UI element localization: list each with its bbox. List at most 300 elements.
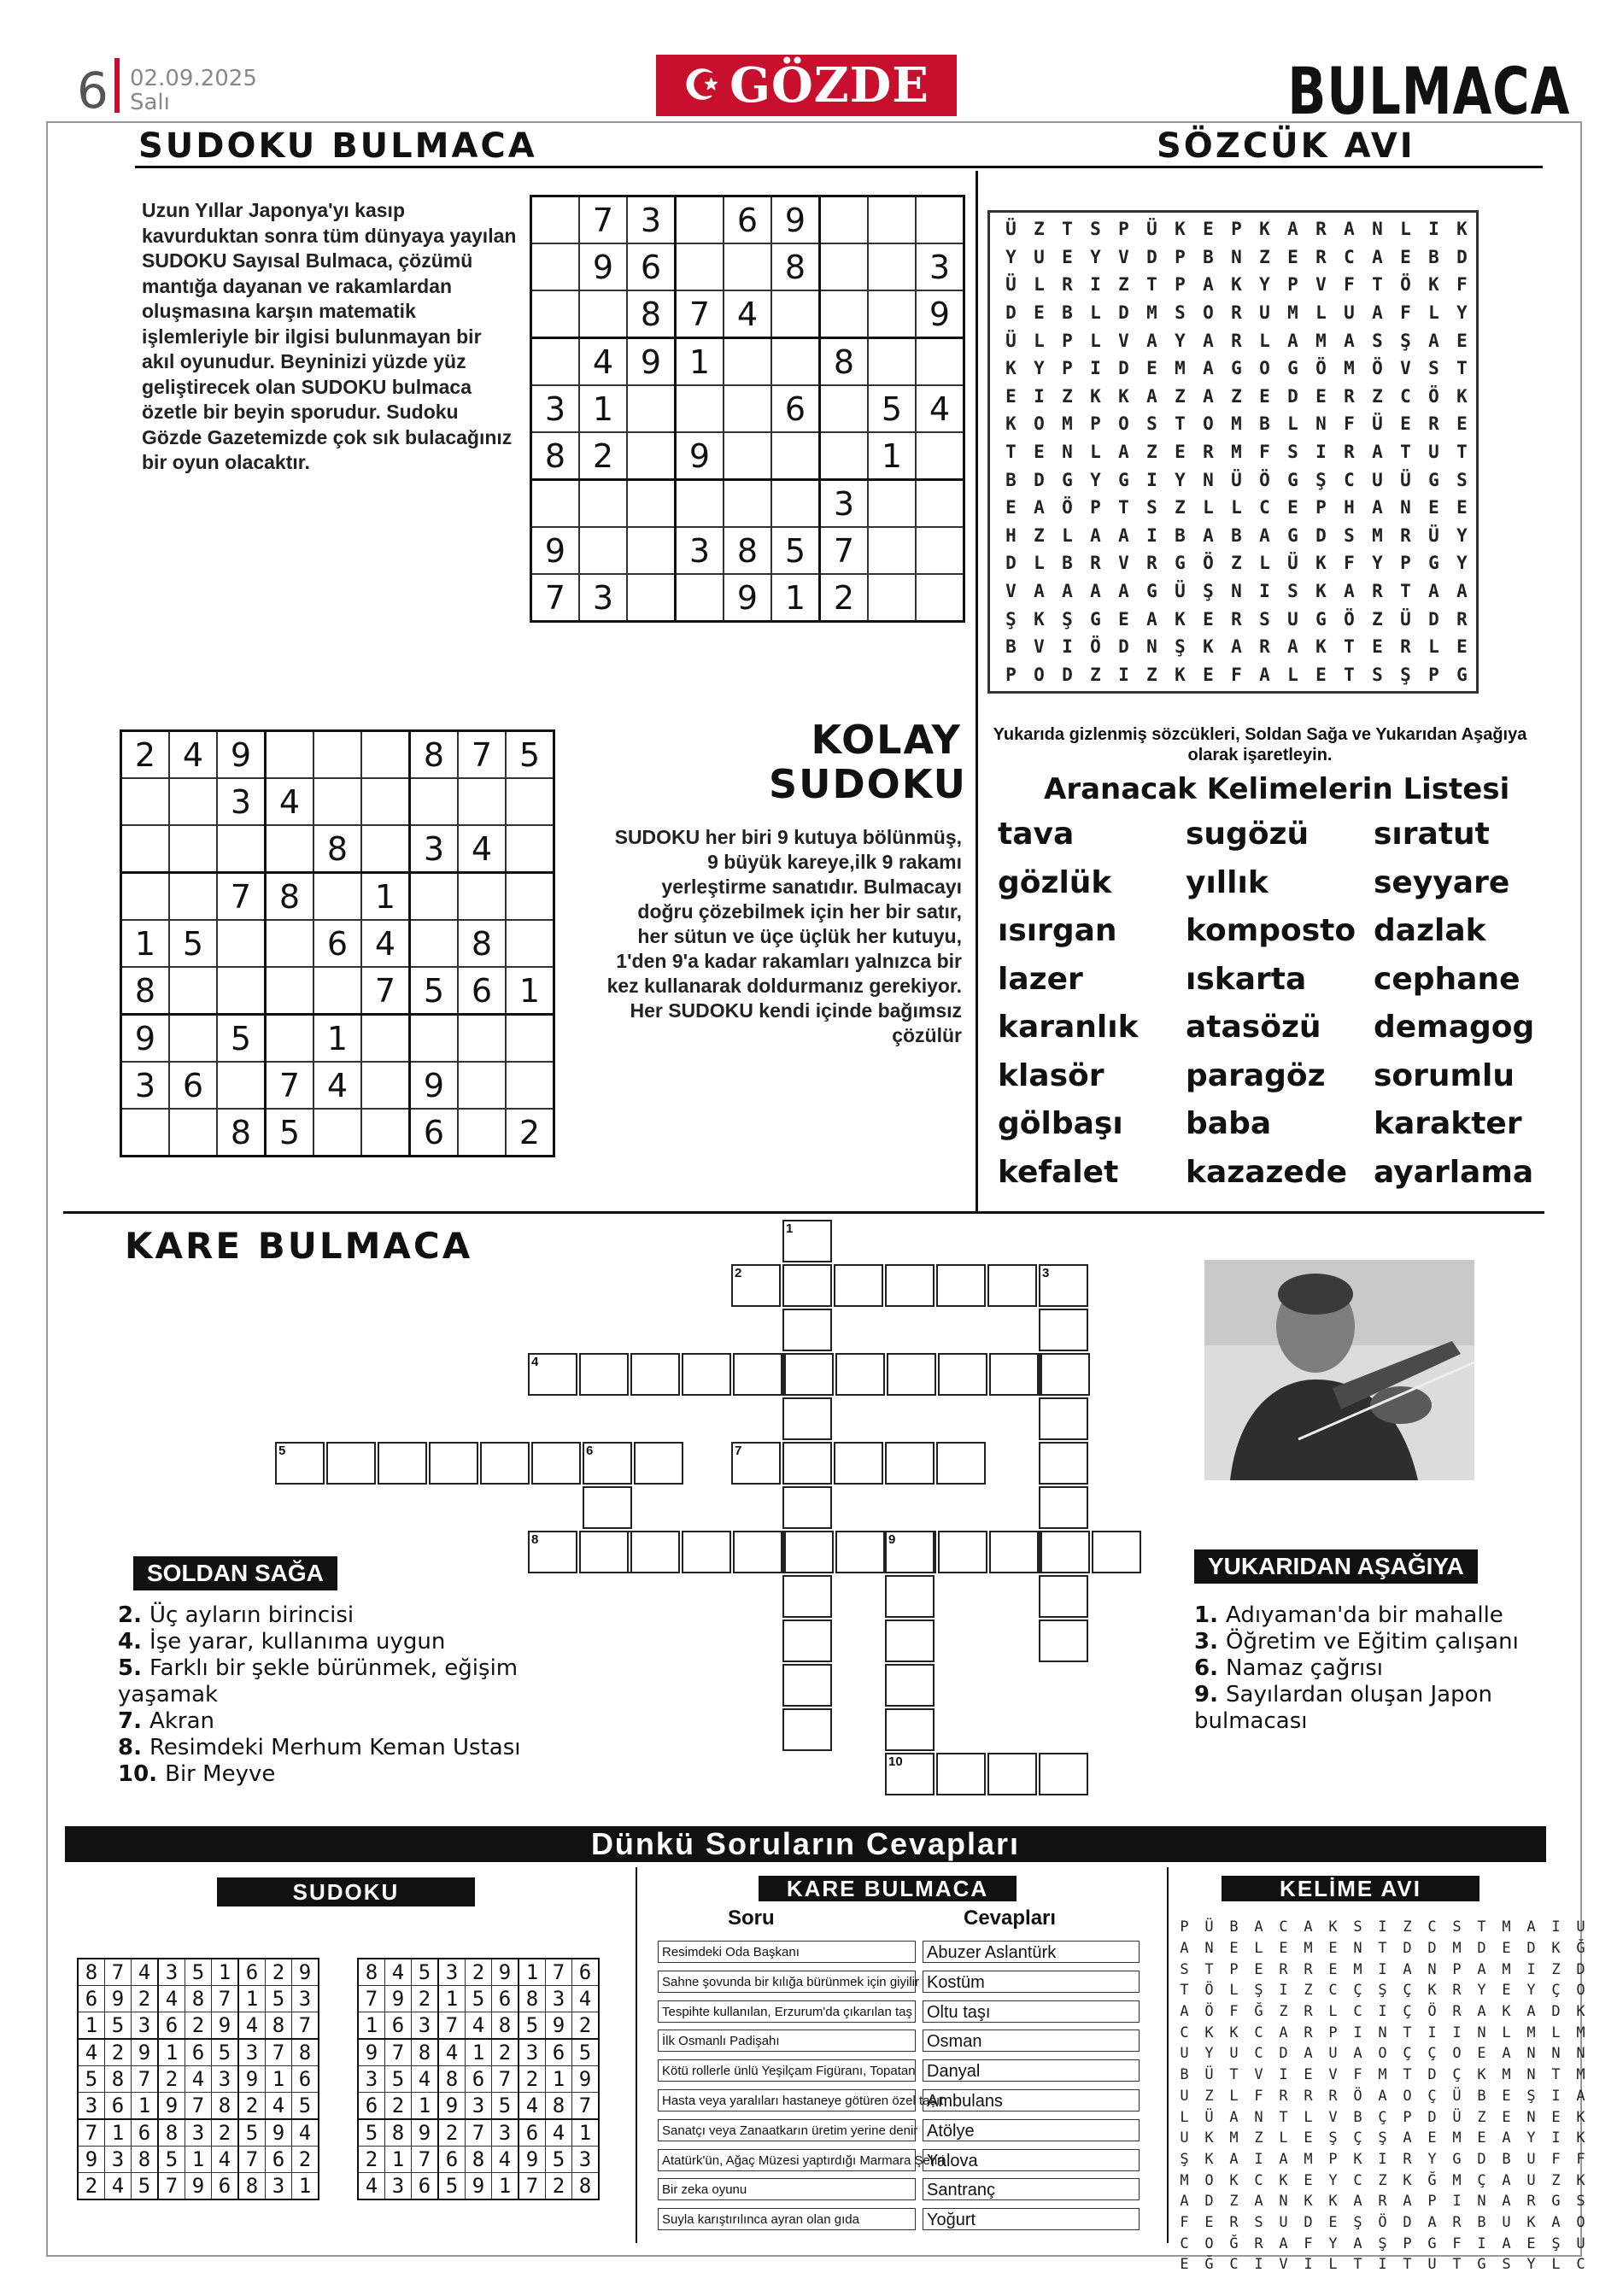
letter-cell[interactable]: Y (1175, 469, 1186, 490)
letter-cell[interactable]: Y (1034, 358, 1045, 379)
letter-cell[interactable]: F (1344, 274, 1355, 296)
sudoku-cell[interactable]: 3 (579, 574, 627, 622)
letter-cell[interactable]: K (1315, 553, 1327, 574)
letter-cell[interactable]: Ü (1400, 469, 1411, 490)
letter-cell[interactable]: T (1118, 497, 1129, 518)
letter-cell[interactable]: A (1118, 581, 1129, 602)
letter-cell[interactable]: N (1231, 581, 1242, 602)
sudoku-cell[interactable]: 9 (579, 243, 627, 290)
letter-cell[interactable]: F (1456, 274, 1468, 296)
sudoku-cell[interactable]: 4 (313, 1062, 361, 1109)
letter-cell[interactable]: E (1400, 413, 1411, 435)
sudoku-cell[interactable]: 8 (266, 873, 314, 921)
crossword-cell[interactable] (682, 1531, 731, 1573)
letter-cell[interactable]: L (1203, 497, 1214, 518)
sudoku-cell[interactable]: 4 (266, 778, 314, 825)
letter-cell[interactable]: L (1400, 219, 1411, 240)
letter-cell[interactable]: R (1315, 219, 1327, 240)
letter-cell[interactable]: R (1203, 442, 1214, 463)
letter-cell[interactable]: Ü (1287, 553, 1298, 574)
letter-cell[interactable]: E (1203, 608, 1214, 630)
letter-cell[interactable]: Ö (1400, 274, 1411, 296)
letter-cell[interactable]: P (1062, 330, 1073, 351)
letter-cell[interactable]: L (1231, 497, 1242, 518)
sudoku-cell[interactable] (169, 873, 217, 921)
sudoku-cell[interactable] (531, 480, 580, 528)
letter-cell[interactable]: Ü (1428, 524, 1439, 546)
crossword-cell[interactable] (887, 1353, 936, 1396)
letter-cell[interactable]: D (1005, 553, 1017, 574)
letter-cell[interactable]: K (1231, 274, 1242, 296)
sudoku-cell[interactable]: 1 (868, 432, 916, 480)
sudoku-cell[interactable]: 4 (458, 825, 506, 873)
letter-cell[interactable]: A (1203, 358, 1214, 379)
crossword-cell[interactable] (989, 1353, 1039, 1396)
letter-cell[interactable]: Z (1090, 664, 1101, 685)
letter-cell[interactable]: M (1062, 413, 1073, 435)
letter-cell[interactable]: A (1146, 330, 1157, 351)
sudoku-cell[interactable] (676, 243, 724, 290)
crossword-cell[interactable] (733, 1353, 782, 1396)
sudoku-cell[interactable]: 8 (627, 290, 676, 338)
letter-cell[interactable]: U (1344, 302, 1355, 324)
letter-cell[interactable]: T (1400, 442, 1411, 463)
letter-cell[interactable]: Ü (1005, 274, 1017, 296)
letter-cell[interactable]: S (1090, 219, 1101, 240)
sudoku-cell[interactable] (531, 338, 580, 386)
crossword-cell[interactable] (936, 1442, 986, 1485)
crossword-cell[interactable] (885, 1442, 935, 1485)
letter-cell[interactable]: G (1428, 469, 1439, 490)
sudoku-cell[interactable]: 6 (410, 1109, 459, 1157)
letter-cell[interactable]: Ş (1400, 664, 1411, 685)
letter-cell[interactable]: S (1146, 497, 1157, 518)
sudoku-cell[interactable] (458, 873, 506, 921)
letter-cell[interactable]: S (1344, 524, 1355, 546)
sudoku-cell[interactable] (506, 1062, 554, 1109)
letter-cell[interactable]: Z (1118, 274, 1129, 296)
sudoku-cell[interactable] (724, 480, 771, 528)
sudoku-cell[interactable] (361, 1109, 410, 1157)
letter-cell[interactable]: E (1400, 246, 1411, 267)
letter-cell[interactable]: K (1175, 219, 1186, 240)
sudoku-cell[interactable] (121, 873, 170, 921)
sudoku-cell[interactable]: 3 (217, 778, 266, 825)
letter-cell[interactable]: L (1315, 302, 1327, 324)
sudoku-cell[interactable]: 7 (579, 196, 627, 244)
letter-cell[interactable]: E (1456, 636, 1468, 658)
letter-cell[interactable]: I (1090, 358, 1101, 379)
letter-cell[interactable]: F (1231, 664, 1242, 685)
sudoku-cell[interactable] (217, 1062, 266, 1109)
sudoku-cell[interactable]: 3 (531, 385, 580, 432)
sudoku-cell[interactable]: 6 (724, 196, 771, 244)
letter-cell[interactable]: T (1344, 636, 1355, 658)
sudoku-cell[interactable] (916, 196, 964, 244)
letter-cell[interactable]: A (1344, 219, 1355, 240)
letter-cell[interactable]: Ö (1090, 636, 1101, 658)
sudoku-cell[interactable]: 1 (121, 920, 170, 967)
sudoku-cell[interactable]: 8 (458, 920, 506, 967)
sudoku-cell[interactable] (506, 825, 554, 873)
letter-cell[interactable]: E (1146, 358, 1157, 379)
letter-cell[interactable]: A (1456, 581, 1468, 602)
letter-cell[interactable]: N (1315, 413, 1327, 435)
letter-cell[interactable]: D (1146, 246, 1157, 267)
sudoku-cell[interactable]: 7 (458, 731, 506, 779)
letter-cell[interactable]: G (1118, 469, 1129, 490)
crossword-cell[interactable] (630, 1353, 680, 1396)
letter-cell[interactable]: Y (1259, 274, 1270, 296)
letter-cell[interactable]: P (1090, 497, 1101, 518)
letter-cell[interactable]: O (1259, 358, 1270, 379)
crossword-cell[interactable] (885, 1708, 935, 1751)
sudoku-cell[interactable]: 2 (121, 731, 170, 779)
sudoku-cell[interactable] (676, 385, 724, 432)
letter-cell[interactable]: L (1428, 636, 1439, 658)
sudoku-cell[interactable]: 3 (410, 825, 459, 873)
letter-cell[interactable]: E (1062, 246, 1073, 267)
sudoku-cell[interactable]: 1 (361, 873, 410, 921)
sudoku-cell[interactable] (313, 967, 361, 1015)
letter-cell[interactable]: A (1090, 524, 1101, 546)
letter-cell[interactable]: Ş (1315, 469, 1327, 490)
sudoku-cell[interactable] (579, 527, 627, 574)
letter-cell[interactable]: L (1034, 274, 1045, 296)
sudoku-cell[interactable]: 8 (531, 432, 580, 480)
letter-cell[interactable]: T (1062, 219, 1073, 240)
crossword-cell[interactable] (938, 1531, 987, 1573)
letter-cell[interactable]: K (1090, 385, 1101, 407)
letter-cell[interactable]: P (1315, 497, 1327, 518)
sudoku-cell[interactable] (266, 731, 314, 779)
letter-cell[interactable]: K (1456, 219, 1468, 240)
sudoku-cell[interactable] (169, 1109, 217, 1157)
letter-cell[interactable]: S (1428, 358, 1439, 379)
sudoku-cell[interactable]: 4 (724, 290, 771, 338)
sudoku-cell[interactable] (410, 778, 459, 825)
letter-cell[interactable]: E (1034, 442, 1045, 463)
letter-cell[interactable]: Ü (1175, 581, 1186, 602)
crossword-cell[interactable] (1039, 1575, 1088, 1618)
crossword-cell[interactable] (1039, 1309, 1088, 1351)
letter-cell[interactable]: A (1287, 219, 1298, 240)
sudoku-cell[interactable]: 8 (217, 1109, 266, 1157)
letter-cell[interactable]: A (1372, 442, 1383, 463)
sudoku-cell[interactable] (169, 1015, 217, 1063)
letter-cell[interactable]: B (1005, 636, 1017, 658)
sudoku-cell[interactable] (820, 196, 869, 244)
gozde-logo[interactable] (656, 55, 957, 116)
letter-cell[interactable]: R (1231, 608, 1242, 630)
letter-cell[interactable]: Ş (1175, 636, 1186, 658)
letter-cell[interactable]: N (1146, 636, 1157, 658)
letter-cell[interactable]: E (1203, 219, 1214, 240)
letter-cell[interactable]: Z (1146, 442, 1157, 463)
sudoku-cell[interactable]: 7 (217, 873, 266, 921)
letter-cell[interactable]: P (1005, 664, 1017, 685)
sudoku-cell[interactable] (820, 385, 869, 432)
sudoku-cell[interactable] (531, 196, 580, 244)
sudoku-cell[interactable]: 7 (361, 967, 410, 1015)
letter-cell[interactable]: B (1203, 246, 1214, 267)
letter-cell[interactable]: Y (1175, 330, 1186, 351)
letter-cell[interactable]: V (1034, 636, 1045, 658)
letter-cell[interactable]: L (1062, 524, 1073, 546)
sudoku-cell[interactable] (916, 574, 964, 622)
letter-cell[interactable]: V (1400, 358, 1411, 379)
sudoku-cell[interactable] (266, 967, 314, 1015)
letter-cell[interactable]: A (1146, 385, 1157, 407)
letter-cell[interactable]: C (1400, 385, 1411, 407)
letter-cell[interactable]: U (1259, 302, 1270, 324)
letter-cell[interactable]: E (1372, 636, 1383, 658)
sudoku-cell[interactable] (676, 196, 724, 244)
letter-cell[interactable]: Y (1456, 302, 1468, 324)
letter-cell[interactable]: T (1005, 442, 1017, 463)
sudoku-cell[interactable]: 3 (916, 243, 964, 290)
letter-cell[interactable]: S (1287, 442, 1298, 463)
letter-cell[interactable]: I (1034, 385, 1045, 407)
crossword-cell[interactable] (782, 1620, 832, 1662)
letter-cell[interactable]: C (1344, 469, 1355, 490)
sudoku-cell[interactable]: 9 (410, 1062, 459, 1109)
letter-cell[interactable]: P (1062, 358, 1073, 379)
letter-cell[interactable]: K (1118, 385, 1129, 407)
letter-cell[interactable]: K (1005, 413, 1017, 435)
letter-cell[interactable]: S (1456, 469, 1468, 490)
letter-cell[interactable]: E (1118, 608, 1129, 630)
letter-cell[interactable]: G (1062, 469, 1073, 490)
crossword-cell[interactable] (938, 1353, 987, 1396)
sudoku-cell[interactable] (458, 1109, 506, 1157)
letter-cell[interactable]: E (1203, 664, 1214, 685)
letter-cell[interactable]: B (1231, 524, 1242, 546)
letter-cell[interactable]: L (1287, 413, 1298, 435)
crossword-cell[interactable] (835, 1531, 885, 1573)
letter-cell[interactable]: E (1005, 385, 1017, 407)
sudoku-cell[interactable]: 8 (771, 243, 820, 290)
crossword-cell[interactable] (630, 1531, 680, 1573)
crossword-cell[interactable] (480, 1442, 530, 1485)
letter-cell[interactable]: D (1005, 302, 1017, 324)
sudoku-cell[interactable]: 6 (169, 1062, 217, 1109)
sudoku-cell[interactable] (724, 243, 771, 290)
letter-cell[interactable]: O (1034, 664, 1045, 685)
letter-cell[interactable]: T (1372, 274, 1383, 296)
letter-cell[interactable]: D (1456, 246, 1468, 267)
sudoku-cell[interactable] (916, 527, 964, 574)
sudoku-cell[interactable]: 7 (820, 527, 869, 574)
letter-cell[interactable]: G (1315, 608, 1327, 630)
letter-cell[interactable]: Z (1062, 385, 1073, 407)
letter-cell[interactable]: S (1259, 608, 1270, 630)
letter-cell[interactable]: V (1118, 330, 1129, 351)
crossword-cell[interactable] (784, 1531, 834, 1573)
sudoku-cell[interactable] (121, 1109, 170, 1157)
letter-cell[interactable]: P (1400, 553, 1411, 574)
letter-cell[interactable]: U (1372, 469, 1383, 490)
letter-cell[interactable]: P (1287, 274, 1298, 296)
sudoku-cell[interactable] (121, 778, 170, 825)
sudoku-cell[interactable]: 1 (676, 338, 724, 386)
sudoku-cell[interactable] (169, 825, 217, 873)
letter-cell[interactable]: E (1005, 497, 1017, 518)
letter-cell[interactable]: Y (1005, 246, 1017, 267)
crossword-cell[interactable] (682, 1353, 731, 1396)
letter-cell[interactable]: Z (1146, 664, 1157, 685)
letter-cell[interactable]: G (1287, 524, 1298, 546)
letter-cell[interactable]: A (1428, 330, 1439, 351)
sudoku-cell[interactable]: 1 (506, 967, 554, 1015)
letter-cell[interactable]: Ü (1005, 330, 1017, 351)
sudoku-cell[interactable]: 1 (313, 1015, 361, 1063)
crossword-cell[interactable] (634, 1442, 683, 1485)
sudoku-cell[interactable]: 8 (313, 825, 361, 873)
letter-cell[interactable]: A (1146, 608, 1157, 630)
letter-cell[interactable]: E (1456, 413, 1468, 435)
sudoku-cell[interactable] (313, 1109, 361, 1157)
letter-cell[interactable]: A (1428, 581, 1439, 602)
letter-cell[interactable]: U (1287, 608, 1298, 630)
sudoku-cell[interactable]: 9 (676, 432, 724, 480)
sudoku-cell[interactable] (217, 967, 266, 1015)
letter-cell[interactable]: R (1315, 246, 1327, 267)
letter-cell[interactable]: B (1428, 246, 1439, 267)
sudoku-cell[interactable] (531, 243, 580, 290)
letter-cell[interactable]: P (1118, 219, 1129, 240)
letter-cell[interactable]: U (1428, 442, 1439, 463)
crossword-cell[interactable] (378, 1442, 427, 1485)
letter-cell[interactable]: E (1315, 664, 1327, 685)
letter-cell[interactable]: F (1259, 442, 1270, 463)
letter-cell[interactable]: R (1231, 330, 1242, 351)
sudoku-cell[interactable] (916, 432, 964, 480)
crossword-cell[interactable] (987, 1753, 1037, 1795)
letter-cell[interactable]: G (1231, 358, 1242, 379)
letter-cell[interactable]: M (1231, 413, 1242, 435)
letter-cell[interactable]: Z (1372, 385, 1383, 407)
sudoku-cell[interactable] (506, 778, 554, 825)
sudoku-cell[interactable] (771, 480, 820, 528)
letter-cell[interactable]: A (1372, 497, 1383, 518)
letter-cell[interactable]: V (1315, 274, 1327, 296)
crossword-cell[interactable] (987, 1264, 1037, 1307)
sudoku-cell[interactable] (506, 1015, 554, 1063)
letter-cell[interactable]: C (1259, 497, 1270, 518)
letter-cell[interactable]: A (1344, 330, 1355, 351)
sudoku-cell[interactable] (361, 1015, 410, 1063)
letter-cell[interactable]: Z (1231, 385, 1242, 407)
letter-cell[interactable]: R (1456, 608, 1468, 630)
letter-cell[interactable]: B (1259, 413, 1270, 435)
sudoku-cell[interactable] (313, 731, 361, 779)
letter-cell[interactable]: E (1456, 330, 1468, 351)
sudoku-cell[interactable]: 5 (506, 731, 554, 779)
crossword-cell[interactable] (936, 1753, 986, 1795)
crossword-cell[interactable] (1039, 1486, 1088, 1529)
letter-cell[interactable]: H (1005, 524, 1017, 546)
letter-cell[interactable]: A (1203, 274, 1214, 296)
crossword-cell[interactable] (1040, 1353, 1090, 1396)
letter-cell[interactable]: T (1344, 664, 1355, 685)
crossword-cell[interactable] (782, 1264, 832, 1307)
letter-cell[interactable]: F (1344, 413, 1355, 435)
letter-cell[interactable]: Z (1259, 246, 1270, 267)
letter-cell[interactable]: M (1344, 358, 1355, 379)
letter-cell[interactable]: V (1118, 553, 1129, 574)
sudoku-cell[interactable] (627, 385, 676, 432)
sudoku-cell[interactable]: 8 (724, 527, 771, 574)
letter-cell[interactable]: M (1287, 302, 1298, 324)
crossword-cell[interactable] (834, 1264, 883, 1307)
sudoku-cell[interactable]: 5 (771, 527, 820, 574)
sudoku-cell[interactable] (313, 778, 361, 825)
sudoku-cell[interactable]: 7 (266, 1062, 314, 1109)
letter-cell[interactable]: H (1344, 497, 1355, 518)
letter-cell[interactable]: U (1034, 246, 1045, 267)
sudoku-cell[interactable] (868, 574, 916, 622)
sudoku-cell[interactable] (868, 527, 916, 574)
sudoku-cell[interactable]: 9 (531, 527, 580, 574)
crossword-cell[interactable] (429, 1442, 478, 1485)
crossword-cell[interactable] (835, 1353, 885, 1396)
letter-cell[interactable]: G (1428, 553, 1439, 574)
sudoku-cell[interactable] (266, 825, 314, 873)
sudoku-cell[interactable]: 9 (724, 574, 771, 622)
letter-cell[interactable]: E (1315, 385, 1327, 407)
letter-cell[interactable]: N (1231, 246, 1242, 267)
sudoku-cell[interactable] (724, 432, 771, 480)
letter-cell[interactable]: B (1062, 302, 1073, 324)
letter-cell[interactable]: L (1090, 302, 1101, 324)
sudoku-cell[interactable] (266, 920, 314, 967)
letter-cell[interactable]: D (1287, 385, 1298, 407)
sudoku-cell[interactable]: 4 (579, 338, 627, 386)
sudoku-cell[interactable] (820, 290, 869, 338)
letter-cell[interactable]: N (1400, 497, 1411, 518)
letter-cell[interactable]: O (1203, 413, 1214, 435)
letter-cell[interactable]: F (1400, 302, 1411, 324)
letter-cell[interactable]: Z (1175, 497, 1186, 518)
sudoku-cell[interactable] (627, 527, 676, 574)
crossword-cell[interactable] (1039, 1442, 1088, 1485)
sudoku-cell[interactable] (361, 1062, 410, 1109)
crossword-cell[interactable] (583, 1486, 632, 1529)
letter-cell[interactable]: A (1203, 385, 1214, 407)
letter-cell[interactable]: E (1175, 442, 1186, 463)
letter-cell[interactable]: Ş (1005, 608, 1017, 630)
letter-cell[interactable]: A (1231, 636, 1242, 658)
letter-cell[interactable]: R (1090, 553, 1101, 574)
letter-cell[interactable]: A (1287, 330, 1298, 351)
letter-cell[interactable]: L (1090, 442, 1101, 463)
sudoku-cell[interactable] (506, 873, 554, 921)
letter-cell[interactable]: G (1146, 581, 1157, 602)
letter-cell[interactable]: K (1175, 608, 1186, 630)
letter-cell[interactable]: K (1456, 385, 1468, 407)
letter-cell[interactable]: S (1146, 413, 1157, 435)
letter-cell[interactable]: P (1428, 664, 1439, 685)
letter-cell[interactable]: A (1287, 636, 1298, 658)
letter-cell[interactable]: Ü (1146, 219, 1157, 240)
letter-cell[interactable]: I (1118, 664, 1129, 685)
sudoku-cell[interactable]: 8 (410, 731, 459, 779)
sudoku-cell[interactable] (868, 290, 916, 338)
letter-cell[interactable]: Ü (1231, 469, 1242, 490)
crossword-cell[interactable] (782, 1486, 832, 1529)
sudoku-cell[interactable] (627, 432, 676, 480)
